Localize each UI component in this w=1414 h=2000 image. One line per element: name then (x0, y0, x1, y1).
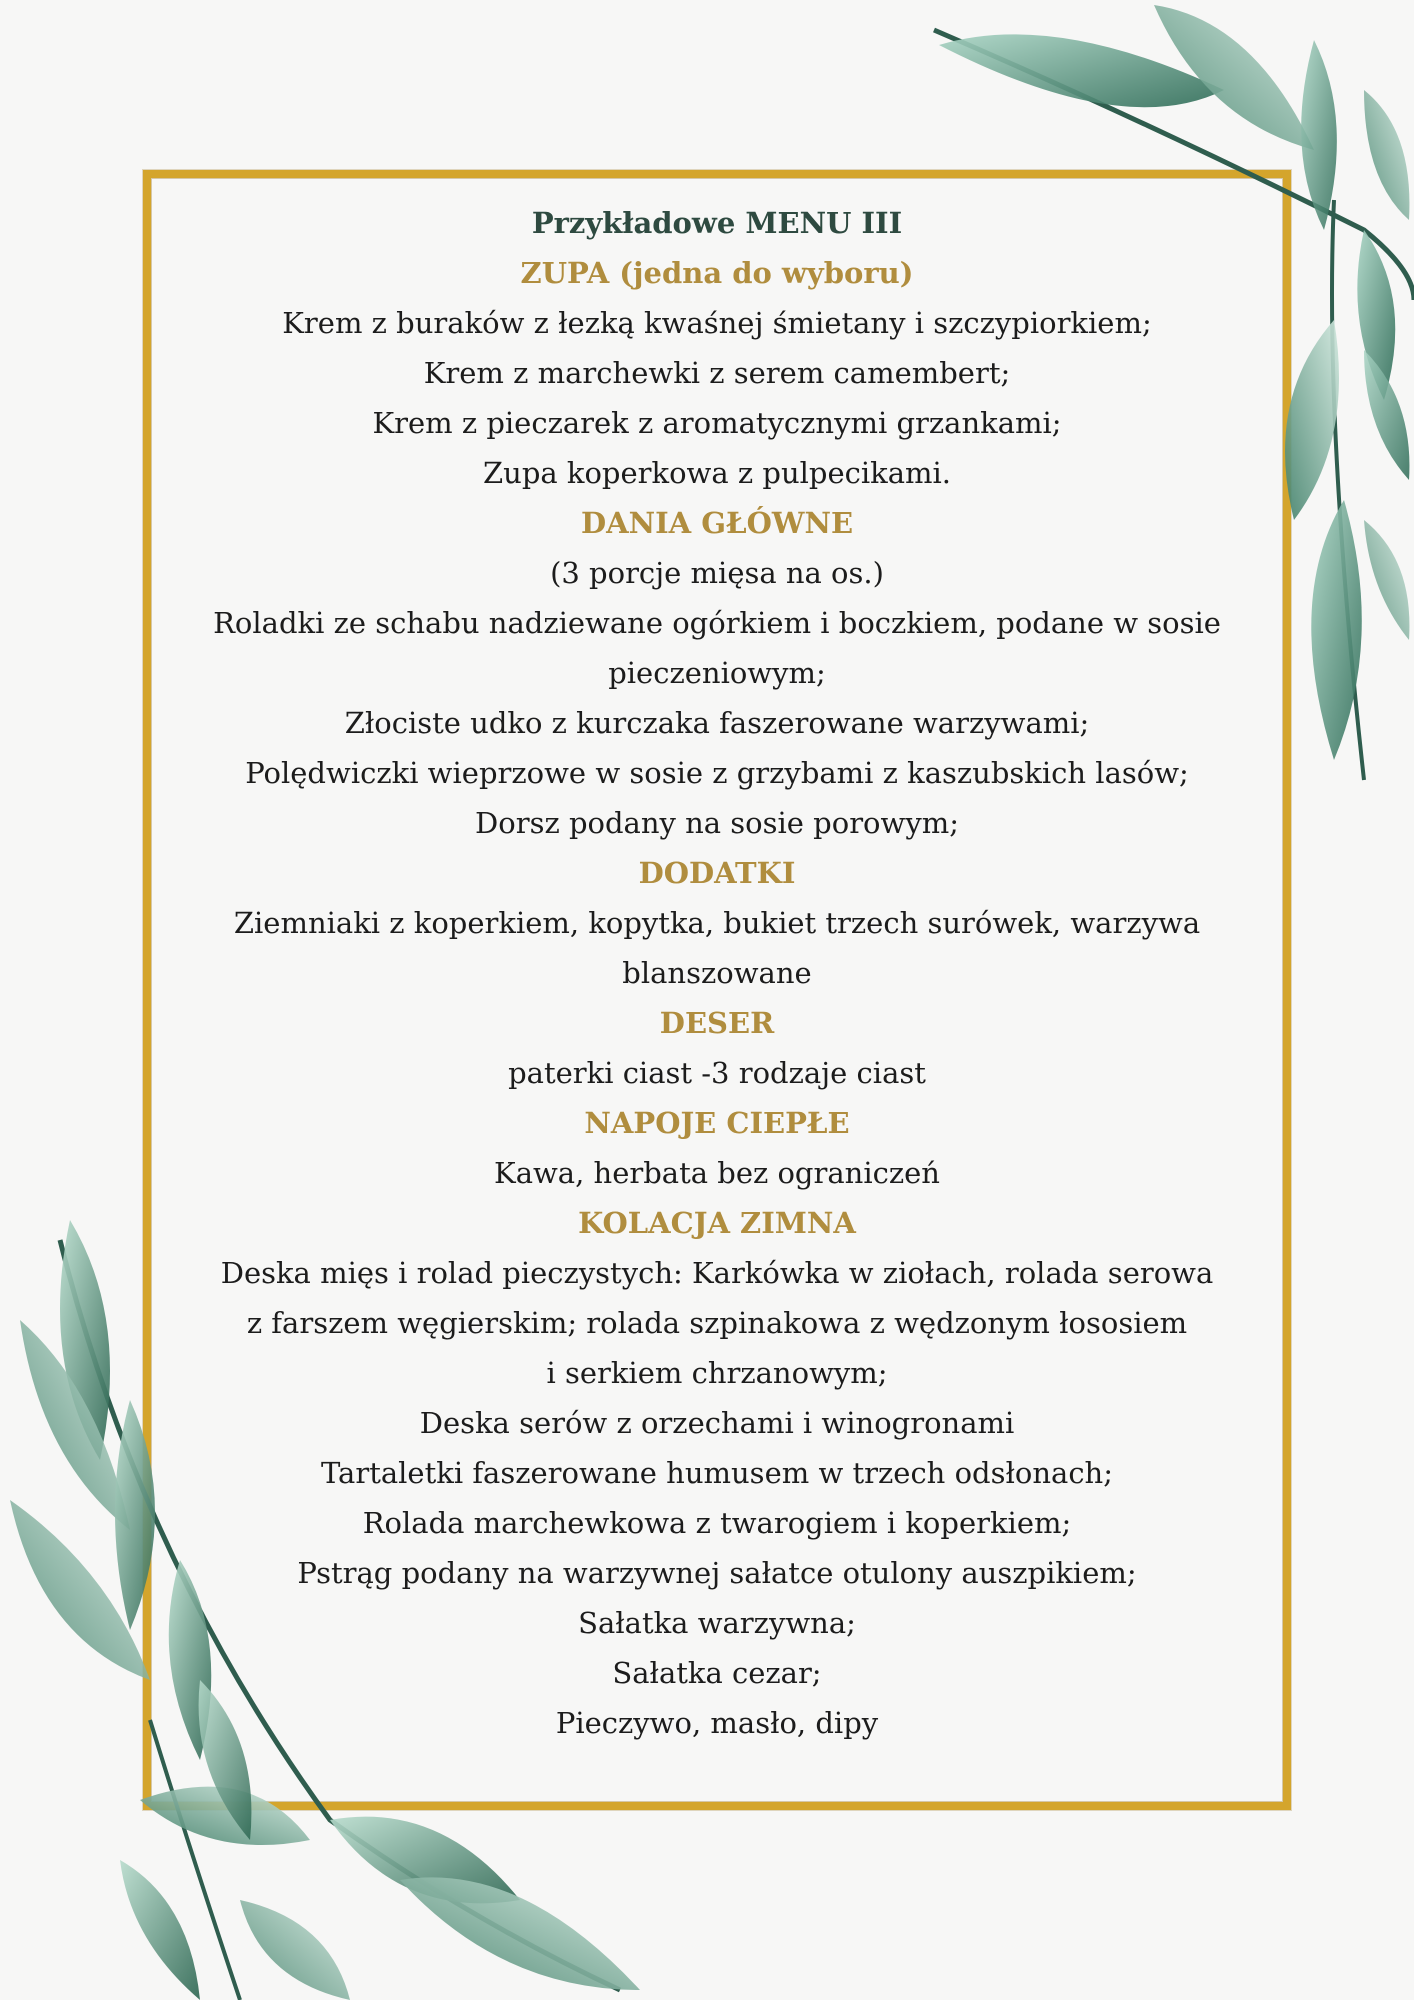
menu-item: Ziemniaki z koperkiem, kopytka, bukiet trzech surówek, warzywa (233, 906, 1201, 940)
section-heading-deser: DESER (659, 1006, 775, 1040)
menu-item: (3 porcje mięsa na os.) (550, 556, 884, 590)
menu-item: pieczeniowym; (608, 656, 826, 690)
menu-item: z farszem węgierskim; rolada szpinakowa z wędzonym łososiem (246, 1306, 1188, 1340)
section-heading-napoje: NAPOJE CIEPŁE (584, 1106, 850, 1140)
menu-item: Deska serów z orzechami i winogronami (419, 1406, 1015, 1440)
section-heading-dania: DANIA GŁÓWNE (580, 506, 854, 540)
menu-item: Sałatka warzywna; (578, 1606, 856, 1640)
menu-item: Sałatka cezar; (612, 1656, 822, 1690)
menu-item: blanszowane (622, 956, 812, 990)
menu-item: paterki ciast -3 rodzaje ciast (508, 1056, 926, 1090)
menu-item: Polędwiczki wieprzowe w sosie z grzybami z kaszubskich lasów; (245, 756, 1189, 790)
menu-item: Krem z pieczarek z aromatycznymi grzankami; (372, 406, 1062, 440)
menu-item: Pieczywo, masło, dipy (555, 1706, 879, 1740)
section-heading-zupa: ZUPA (jedna do wyboru) (520, 256, 914, 290)
menu-title: Przykładowe MENU III (531, 206, 903, 240)
menu-item: i serkiem chrzanowym; (546, 1356, 888, 1390)
menu-item: Tartaletki faszerowane humusem w trzech odsłonach; (320, 1456, 1114, 1490)
menu-item: Dorsz podany na sosie porowym; (475, 806, 959, 840)
section-heading-kolacja: KOLACJA ZIMNA (578, 1206, 856, 1240)
menu-item: Krem z marchewki z serem camembert; (423, 356, 1011, 390)
menu-item: Roladki ze schabu nadziewane ogórkiem i boczkiem, podane w sosie (213, 606, 1221, 640)
menu-item: Pstrąg podany na warzywnej sałatce otulony auszpikiem; (297, 1556, 1137, 1590)
menu-item: Złociste udko z kurczaka faszerowane warzywami; (344, 706, 1090, 740)
menu-item: Deska mięs i rolad pieczystych: Karkówka w ziołach, rolada serowa (220, 1256, 1214, 1290)
menu-item: Rolada marchewkowa z twarogiem i koperkiem; (362, 1506, 1072, 1540)
menu-item: Krem z buraków z łezką kwaśnej śmietany i szczypiorkiem; (282, 306, 1152, 340)
menu-content (160, 198, 1274, 1748)
section-heading-dodatki: DODATKI (638, 856, 796, 890)
menu-item: Zupa koperkowa z pulpecikami. (483, 456, 951, 490)
menu-item: Kawa, herbata bez ograniczeń (494, 1156, 940, 1190)
